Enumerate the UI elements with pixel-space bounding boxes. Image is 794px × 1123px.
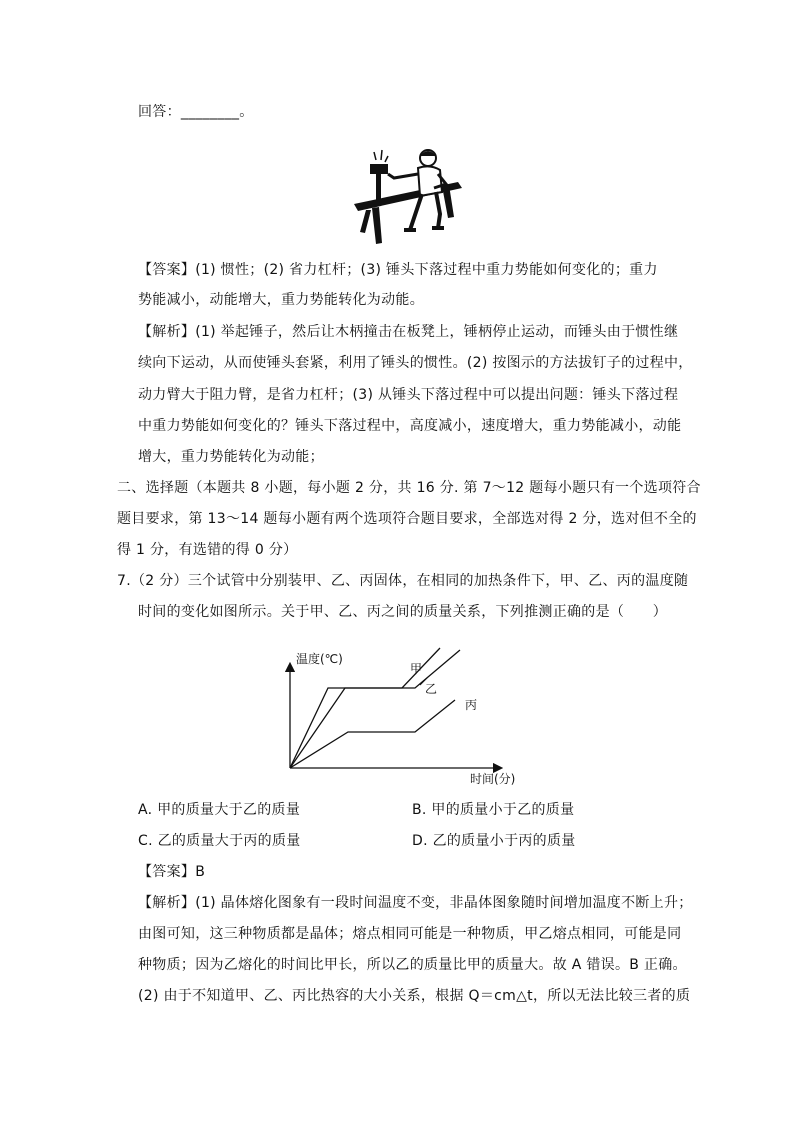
label-yi: 乙 bbox=[425, 682, 438, 696]
option-a: A. 甲的质量大于乙的质量 bbox=[138, 802, 301, 818]
option-c: C. 乙的质量大于丙的质量 bbox=[138, 833, 301, 849]
curve-bing bbox=[290, 700, 455, 768]
prev-answer-line-1: 【答案】(1) 惯性；(2) 省力杠杆；(3) 锤头下落过程中重力势能如何变化的；重力 bbox=[138, 262, 658, 278]
section-heading-line-2: 题目要求，第 13～14 题每小题有两个选项符合题目要求，全部选对得 2 分，选对但不全的 bbox=[117, 511, 697, 527]
hammer-bench-illustration bbox=[350, 148, 466, 246]
answer-prompt: 回答：________。 bbox=[138, 104, 254, 120]
x-axis-label: 时间(分) bbox=[470, 772, 516, 786]
section-heading-line-3: 得 1 分，有选错的得 0 分） bbox=[117, 542, 298, 558]
q7-analysis-line-4: (2) 由于不知道甲、乙、丙比热容的大小关系，根据 Q＝cm△t，所以无法比较三者的质 bbox=[138, 988, 691, 1004]
prev-analysis-line-3: 动力臂大于阻力臂，是省力杠杆；(3) 从锤头下落过程中可以提出问题：锤头下落过程 bbox=[138, 387, 679, 403]
label-jia: 甲 bbox=[410, 662, 423, 676]
q7-answer: 【答案】B bbox=[138, 864, 206, 880]
option-d: D. 乙的质量小于丙的质量 bbox=[412, 833, 576, 849]
prev-analysis-line-1: 【解析】(1) 举起锤子，然后让木柄撞击在板凳上，锤柄停止运动，而锤头由于惯性继 bbox=[138, 324, 679, 340]
prev-analysis-line-5: 增大，重力势能转化为动能； bbox=[138, 449, 324, 465]
y-axis-label: 温度(℃) bbox=[296, 652, 343, 666]
prev-analysis-line-2: 续向下运动，从而使锤头套紧，利用了锤头的惯性。(2) 按图示的方法拔钉子的过程中， bbox=[138, 355, 693, 371]
q7-analysis-line-3: 种物质；因为乙熔化的时间比甲长，所以乙的质量比甲的质量大。故 A 错误。B 正确。 bbox=[138, 957, 687, 973]
curve-yi bbox=[290, 650, 460, 768]
question7-line-2: 时间的变化如图所示。关于甲、乙、丙之间的质量关系，下列推测正确的是（ ） bbox=[138, 604, 668, 620]
prev-answer-line-2: 势能减小，动能增大，重力势能转化为动能。 bbox=[138, 292, 424, 308]
section-heading-line-1: 二、选择题（本题共 8 小题，每小题 2 分，共 16 分. 第 7～12 题每小题只有一个选项符合 bbox=[117, 480, 701, 496]
q7-analysis-line-1: 【解析】(1) 晶体熔化图象有一段时间温度不变，非晶体图象随时间增加温度不断上升； bbox=[138, 895, 693, 911]
temperature-time-graph bbox=[270, 645, 535, 790]
prev-analysis-line-4: 中重力势能如何变化的？锤头下落过程中，高度减小，速度增大，重力势能减小，动能 bbox=[138, 418, 682, 434]
label-bing: 丙 bbox=[465, 698, 478, 712]
option-b: B. 甲的质量小于乙的质量 bbox=[412, 802, 575, 818]
question7-line-1: 7.（2 分）三个试管中分别装甲、乙、丙固体，在相同的加热条件下，甲、乙、丙的温度随 bbox=[117, 573, 689, 589]
q7-analysis-line-2: 由图可知，这三种物质都是晶体；熔点相同可能是一种物质，甲乙熔点相同，可能是同 bbox=[138, 926, 682, 942]
